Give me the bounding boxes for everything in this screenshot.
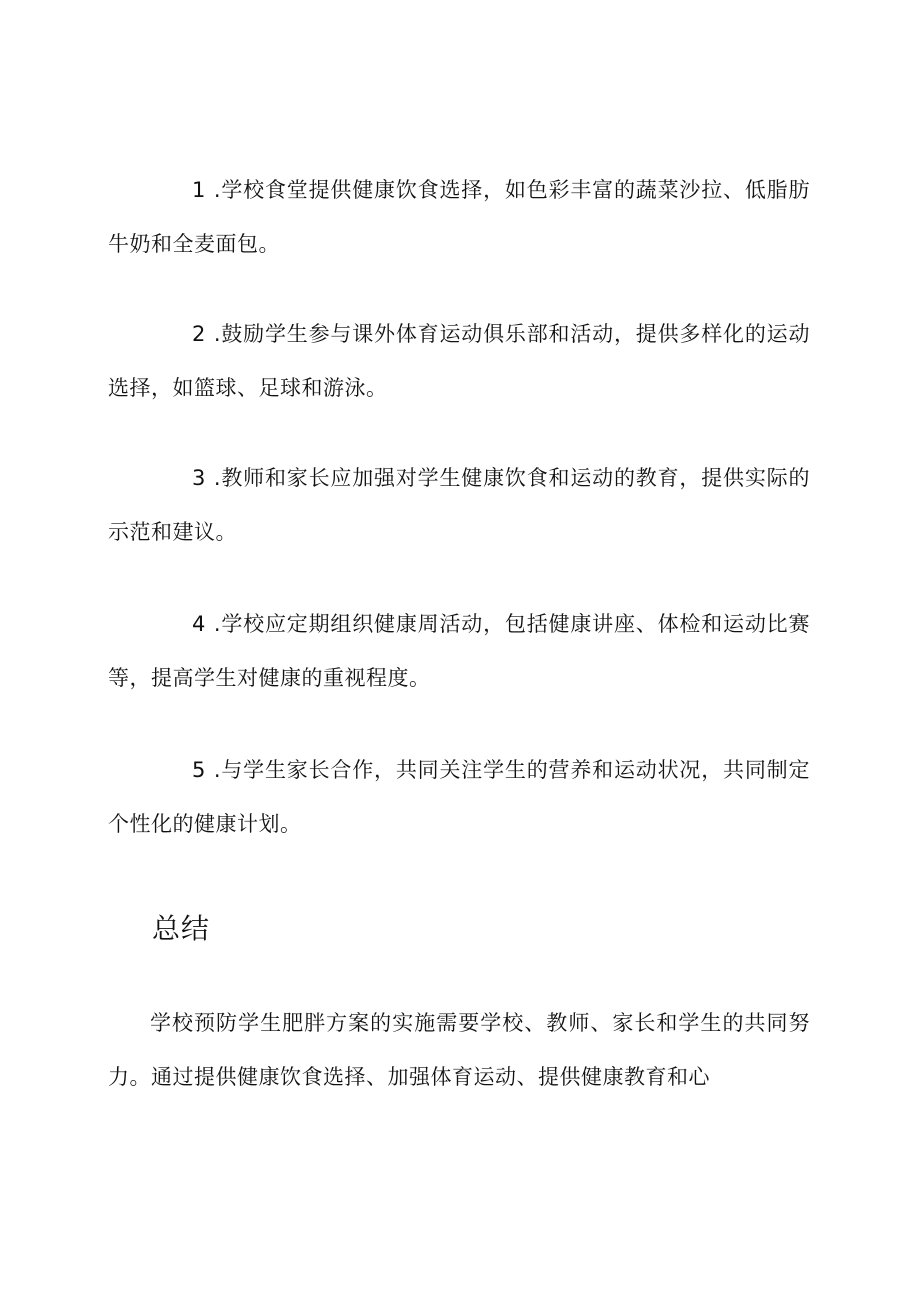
- list-item-text: .与学生家长合作，共同关注学生的营养和运动状况，共同制定个性化的健康计划。: [108, 758, 810, 836]
- list-item: [108, 163, 810, 271]
- list-item-number: 5: [192, 758, 206, 782]
- list-item: [108, 743, 810, 851]
- list-item-text: .学校应定期组织健康周活动，包括健康讲座、体检和运动比赛等，提高学生对健康的重视程度。: [108, 612, 810, 690]
- section-heading: 总结: [152, 912, 211, 945]
- list-item-text: .鼓励学生参与课外体育运动俱乐部和活动，提供多样化的运动选择，如篮球、足球和游泳。: [108, 322, 810, 400]
- list-item-number: 3: [192, 466, 206, 490]
- list-item: [108, 597, 810, 705]
- list-item-number: 1: [192, 178, 206, 202]
- list-item: [108, 451, 810, 559]
- list-item-number: 4: [192, 612, 206, 636]
- list-item-number: 2: [192, 322, 206, 346]
- list-item-text: .教师和家长应加强对学生健康饮食和运动的教育，提供实际的示范和建议。: [108, 466, 810, 544]
- list-item: [108, 307, 810, 415]
- list-item-text: .学校食堂提供健康饮食选择，如色彩丰富的蔬菜沙拉、低脂肪牛奶和全麦面包。: [108, 178, 810, 256]
- summary-paragraph: 学校预防学生肥胖方案的实施需要学校、教师、家长和学生的共同努力。通过提供健康饮食选择、加强体育运动、提供健康教育和心: [108, 1011, 810, 1089]
